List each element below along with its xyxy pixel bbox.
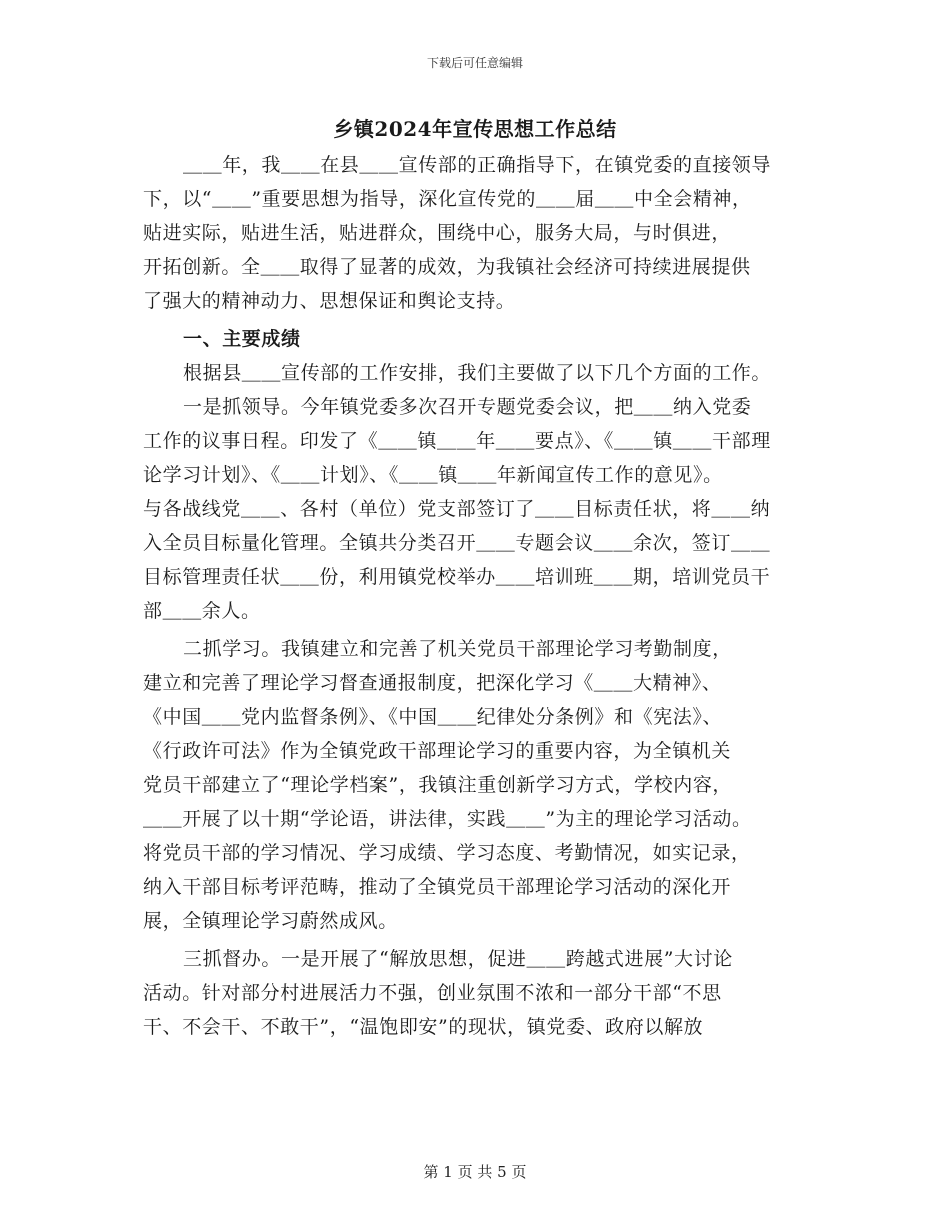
text-line: 了强大的精神动力、思想保证和舆论支持。: [143, 290, 516, 312]
text-line: 建立和完善了理论学习督查通报制度，把深化学习《＿＿大精神》、: [143, 672, 722, 694]
text-line: 部＿＿余人。: [143, 600, 261, 622]
text-line: 入全员目标量化管理。全镇共分类召开＿＿专题会议＿＿余次，签订＿＿: [143, 532, 771, 554]
text-line: ＿＿年，我＿＿在县＿＿宣传部的正确指导下，在镇党委的直接领导: [183, 154, 772, 176]
text-line: 展，全镇理论学习蔚然成风。: [143, 910, 398, 932]
page-footer: 第 1 页 共 5 页: [423, 1163, 527, 1181]
text-line: 与各战线党＿＿、各村（单位）党支部签订了＿＿目标责任状，将＿＿纳: [143, 498, 771, 520]
text-line: 二抓学习。我镇建立和完善了机关党员干部理论学习考勤制度，: [183, 638, 732, 660]
text-line: 工作的议事日程。印发了《＿＿镇＿＿年＿＿要点》、《＿＿镇＿＿干部理: [143, 430, 771, 452]
document-body: [143, 148, 813, 1044]
text-line: 三抓督办。一是开展了“解放思想，促进＿＿跨越式进展”大讨论: [183, 948, 733, 970]
text-line: ＿＿开展了以十期“学论语，讲法律，实践＿＿”为主的理论学习活动。: [143, 808, 752, 830]
text-line: 根据县＿＿宣传部的工作安排，我们主要做了以下几个方面的工作。: [183, 362, 772, 384]
text-line: 下，以“＿＿”重要思想为指导，深化宣传党的＿＿届＿＿中全会精神，: [143, 188, 752, 210]
text-line: 贴进实际，贴进生活，贴进群众，围绕中心，服务大局，与时俱进，: [143, 222, 732, 244]
text-line: 纳入干部目标考评范畴，推动了全镇党员干部理论学习活动的深化开: [143, 876, 732, 898]
text-line: 《中国＿＿党内监督条例》、《中国＿＿纪律处分条例》和《宪法》、: [143, 706, 723, 728]
section-heading: 一、主要成绩: [183, 328, 301, 350]
page-header: 下载后可任意编辑: [426, 56, 523, 70]
text-line: 目标管理责任状＿＿份，利用镇党校举办＿＿培训班＿＿期，培训党员干: [143, 566, 771, 588]
text-line: 活动。针对部分村进展活力不强，创业氛围不浓和一部分干部“不思: [143, 982, 722, 1004]
text-line: 干、不会干、不敢干”，“温饱即安”的现状，镇党委、政府以解放: [143, 1016, 704, 1038]
text-line: 开拓创新。全＿＿取得了显著的成效，为我镇社会经济可持续进展提供: [143, 256, 751, 278]
text-line: 《行政许可法》作为全镇党政干部理论学习的重要内容，为全镇机关: [143, 740, 732, 762]
text-line: 将党员干部的学习情况、学习成绩、学习态度、考勤情况，如实记录，: [143, 842, 751, 864]
text-line: 一是抓领导。今年镇党委多次召开专题党委会议，把＿＿纳入党委: [183, 396, 752, 418]
document-title: 乡镇2024年宣传思想工作总结: [333, 117, 617, 141]
text-line: 党员干部建立了“理论学档案”，我镇注重创新学习方式，学校内容，: [143, 774, 733, 796]
text-line: 论学习计划》、《＿＿计划》、《＿＿镇＿＿年新闻宣传工作的意见》。: [143, 464, 723, 486]
